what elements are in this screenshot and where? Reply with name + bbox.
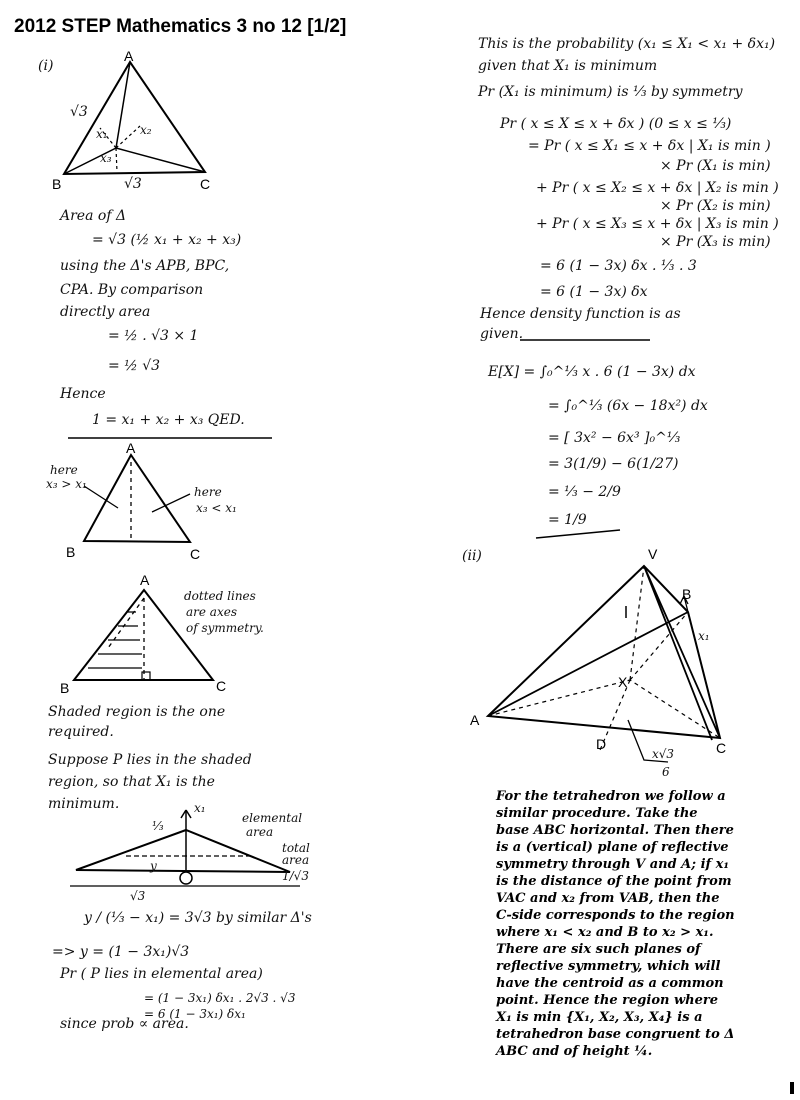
tetra-label-v: V <box>648 546 658 562</box>
pr-line-1: Pr ( P lies in elemental area) <box>60 966 263 982</box>
para-line: point. Hence the region where <box>496 993 719 1008</box>
para-line: have the centroid as a common <box>496 976 724 991</box>
fig1-x3: x₃ <box>100 151 112 165</box>
symmetry-line: Pr (X₁ is minimum) is ⅓ by symmetry <box>478 84 743 100</box>
fig1-bottom-side: √3 <box>124 176 142 192</box>
fig4-elemental-2: area <box>246 825 274 839</box>
fig1-label-b: B <box>52 176 62 192</box>
result-1: = 6 (1 − 3x) δx . ⅓ . 3 <box>540 258 697 274</box>
tetra-label-x: X <box>618 674 628 690</box>
tetrahedron-paragraph <box>496 788 735 1060</box>
fig4-elemental-1: elemental <box>242 811 303 825</box>
para-line: X₁ is min {X₁, X₂, X₃, X₄} is a <box>496 1010 703 1025</box>
fig3-label-c: C <box>216 678 227 694</box>
tetra-x1: x₁ <box>698 629 710 643</box>
fig2-here-left-1: here <box>50 463 78 477</box>
para-line: similar procedure. Take the <box>496 806 698 821</box>
tetra-label-c: C <box>716 740 727 756</box>
shaded-line-1: Shaded region is the one <box>48 704 226 720</box>
suppose-line-2: region, so that X₁ is the <box>48 774 215 790</box>
fig2-label-a: A <box>126 440 136 456</box>
fig4-total-3: 1/√3 <box>282 869 309 883</box>
area-equation: = √3 (½ x₁ + x₂ + x₃) <box>92 232 242 248</box>
fig4-base: √3 <box>130 889 146 903</box>
fig3-label-a: A <box>140 572 150 588</box>
fig2-here-right-1: here <box>194 485 222 499</box>
para-line: There are six such planes of <box>496 942 701 957</box>
pr-line-3: = 6 (1 − 3x₁) δx₁ <box>144 1007 246 1021</box>
para-line: reflective symmetry, which will <box>496 959 721 974</box>
hence-right-2: given. <box>480 326 524 342</box>
tetra-label-b: B <box>682 586 692 602</box>
para-line: is a (vertical) plane of reflective <box>496 840 729 855</box>
expectation-4: = 3(1/9) − 6(1/27) <box>548 456 679 472</box>
fig2-label-b: B <box>66 544 76 560</box>
area-title: Area of Δ <box>60 208 127 224</box>
half-eq-2: = ½ √3 <box>108 358 161 374</box>
ratio-line: y / (⅓ − x₁) = 3√3 by similar Δ's <box>84 910 312 926</box>
fig1-label-a: A <box>124 48 134 64</box>
fig1-label-c: C <box>200 176 211 192</box>
part-i-label: (i) <box>38 58 54 74</box>
suppose-line-3: minimum. <box>48 796 120 812</box>
para-line: For the tetrahedron we follow a <box>496 789 726 804</box>
fig4-total-1: total <box>282 841 310 855</box>
pr-line-2: = (1 − 3x₁) δx₁ . 2√3 . √3 <box>144 991 296 1005</box>
pr-term-a2: × Pr (X₁ is min) <box>660 158 771 174</box>
para-line: where x₁ < x₂ and B to x₂ > x₁. <box>496 925 714 940</box>
para-line: symmetry through V and A; if x₁ <box>496 857 730 872</box>
fig1-left-side: √3 <box>70 104 88 120</box>
implies-line: => y = (1 − 3x₁)√3 <box>52 944 190 960</box>
fig2-here-right-2: x₃ < x₁ <box>196 501 237 515</box>
page-title: 2012 STEP Mathematics 3 no 12 [1/2] <box>14 16 347 37</box>
pr-lead: Pr ( x ≤ X ≤ x + δx ) (0 ≤ x ≤ ⅓) <box>500 116 732 132</box>
fig2-here-left-2: x₃ > x₁ <box>46 477 87 491</box>
fig1-x1: x₁ <box>96 127 108 141</box>
expectation-5: = ⅓ − 2/9 <box>548 484 621 500</box>
para-line: is the distance of the point from <box>496 874 732 889</box>
hence-right-1: Hence density function is as <box>480 306 681 322</box>
expectation-2: = ∫₀^⅓ (6x − 18x²) dx <box>548 398 708 414</box>
pr-term-c: + Pr ( x ≤ X₃ ≤ x + δx | X₃ is min ) <box>536 216 779 232</box>
fig4-total-2: area <box>282 853 310 867</box>
expectation-3: = [ 3x² − 6x³ ]₀^⅓ <box>548 430 681 446</box>
since-line: since prob ∝ area. <box>60 1016 189 1032</box>
suppose-line-1: Suppose P lies in the shaded <box>48 752 252 768</box>
pr-term-b2: × Pr (X₂ is min) <box>660 198 771 214</box>
para-line: base ABC horizontal. Then there <box>496 823 734 838</box>
qed-line: 1 = x₁ + x₂ + x₃ QED. <box>92 412 245 428</box>
tetra-label-d: D <box>596 736 607 752</box>
fig3-label-b: B <box>60 680 70 696</box>
pr-term-b: + Pr ( x ≤ X₂ ≤ x + δx | X₂ is min ) <box>536 180 779 196</box>
fig4-y: y <box>150 859 157 873</box>
fig3-note-2: are axes <box>186 605 237 619</box>
shaded-line-2: required. <box>48 724 114 740</box>
para-line: ABC and of height ¼. <box>496 1044 653 1059</box>
using-line-3: directly area <box>60 304 151 320</box>
prob-line-1: This is the probability (x₁ ≤ X₁ < x₁ + δx₁) <box>478 36 776 52</box>
fig3-note-3: of symmetry. <box>186 621 264 635</box>
para-line: C-side corresponds to the region <box>496 908 735 923</box>
using-line-2: CPA. By comparison <box>60 282 204 298</box>
fig1-x2: x₂ <box>140 123 152 137</box>
expectation-1: E[X] = ∫₀^⅓ x . 6 (1 − 3x) dx <box>488 364 696 380</box>
pr-term-a: = Pr ( x ≤ X₁ ≤ x + δx | X₁ is min ) <box>528 138 771 154</box>
fig4-third: ⅓ <box>152 819 164 833</box>
fig3-note-1: dotted lines <box>184 589 256 603</box>
half-eq-1: = ½ . √3 × 1 <box>108 328 199 344</box>
expectation-6: = 1/9 <box>548 512 587 528</box>
fig4-x1: x₁ <box>194 801 206 815</box>
tetra-dist-den: 6 <box>662 765 670 779</box>
prob-line-2: given that X₁ is minimum <box>478 58 658 74</box>
tetra-dist-num: x√3 <box>652 747 675 761</box>
pr-term-c2: × Pr (X₃ is min) <box>660 234 771 250</box>
hence-left: Hence <box>60 386 106 402</box>
using-line-1: using the Δ's APB, BPC, <box>60 258 230 274</box>
para-line: tetrahedron base congruent to Δ <box>496 1027 735 1042</box>
para-line: VAC and x₂ from VAB, then the <box>496 891 720 906</box>
fig2-label-c: C <box>190 546 201 562</box>
tetra-label-a: A <box>470 712 480 728</box>
result-2: = 6 (1 − 3x) δx <box>540 284 648 300</box>
part-ii-label: (ii) <box>462 548 482 564</box>
